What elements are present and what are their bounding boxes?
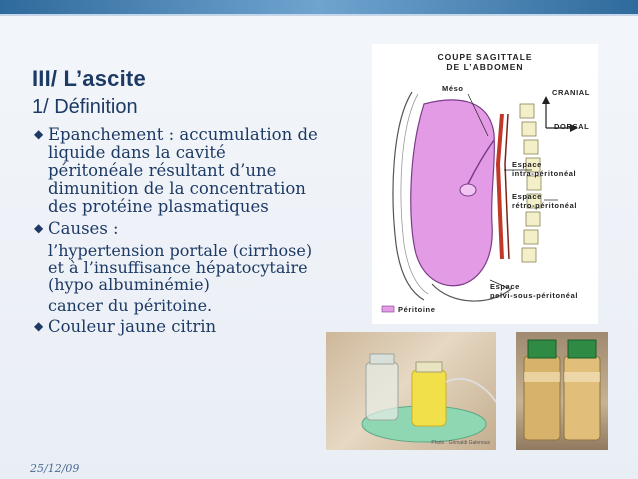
bullet-color [34,318,319,336]
bottle-left [524,356,560,440]
bullet-causes [34,220,319,238]
bullet-definition [34,126,319,216]
diagram-title-line1: COUPE SAGITTALE [437,52,533,62]
green-cap-right [568,340,596,358]
slide-date: 25/12/09 [30,462,80,475]
ascites-fluid-photo [326,332,496,450]
empty-jar [366,362,398,420]
causes-heading: Causes : [48,219,119,238]
vena-cava [505,114,509,259]
spine [520,104,541,262]
label-pelvi-1: Espace [490,282,520,291]
diamond-bullet-icon: ◆ [34,221,44,235]
diagram-drawing [372,44,598,324]
legend-peritoine-label: Péritoine [398,305,436,314]
label-retro-1: Espace [512,192,542,201]
label-cranial: CRANIAL [552,88,590,97]
top-band [0,0,638,14]
color-text: Couleur jaune citrin [48,317,217,336]
aorta [498,114,502,259]
label-meso: Méso [442,84,464,93]
top-rule [0,14,638,16]
label-pelvi-2: pelvi-sous-péritonéal [490,291,579,300]
label-dorsal: DORSAL [554,122,590,131]
legend-swatch [382,306,394,312]
tube [446,379,496,402]
photo-credit: Photo : Grimaldi Galenous [431,440,490,446]
label-intra-1: Espace [512,160,542,169]
peritoneal-cavity [411,100,495,286]
diagram-title-line2: DE L’ABDOMEN [446,62,524,72]
fluid-bottles-photo [516,332,608,450]
sagittal-abdomen-diagram [372,44,598,324]
label-intra-2: intra-péritonéal [512,169,577,178]
causes-item-1: l’hypertension portale (cirrhose) et à l’insuffisance hépatocytaire (hypo albuminémie) [48,241,313,294]
bottle-right [564,356,600,440]
intestine-loop [460,184,476,196]
diamond-bullet-icon: ◆ [34,319,44,333]
slide-body [34,126,319,340]
definition-text: Epanchement : accumulation de liquide dans la cavité péritonéale résultant d’une dimunition de la concentration des protéine plasmatiques [48,125,318,216]
green-cap-left [528,340,556,358]
diamond-bullet-icon: ◆ [34,127,44,141]
causes-item-2: cancer du péritoine. [48,296,213,315]
slide-subtitle: 1/ Définition [32,96,138,118]
slide-title: III/ L’ascite [32,66,146,91]
label-retro-2: rétro-péritonéal [512,201,578,210]
yellow-fluid-jar [412,370,446,426]
